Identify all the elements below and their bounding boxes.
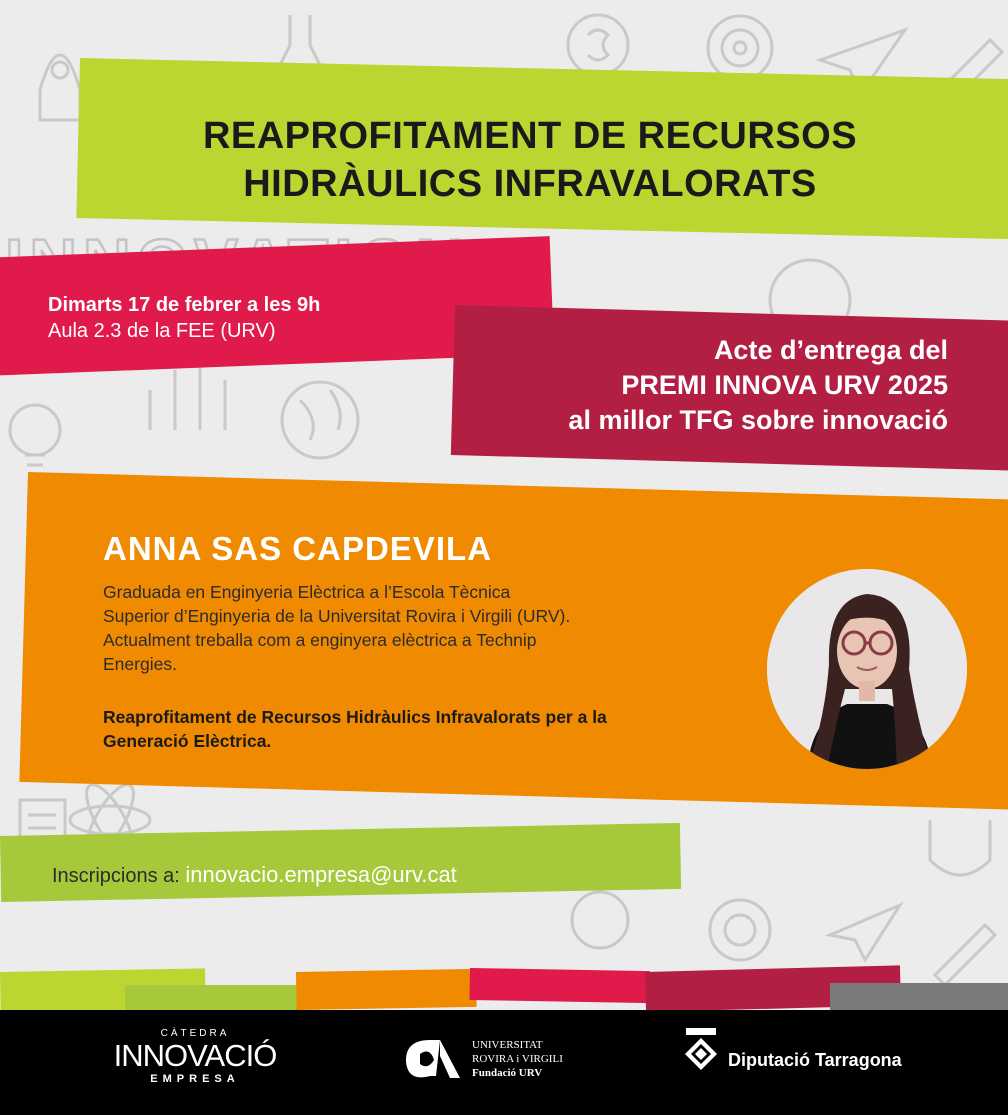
urv-logo-text (472, 1038, 563, 1080)
event-date: Dimarts 17 de febrer a les 9h (48, 294, 321, 316)
urv-logo-mark (400, 1032, 462, 1089)
catedra-logo-main: INNOVACIÓ (113, 1038, 277, 1073)
magnet-icon (930, 820, 990, 875)
award-line-1: Acte d’entrega del (713, 335, 948, 365)
speaker-bio-line: Actualment treballa com a enginyera elèctrica a Technip (103, 630, 537, 650)
stripe-pink (469, 968, 650, 1003)
award-line-2: PREMI INNOVA URV 2025 (621, 370, 948, 400)
catedra-innovacio-logo (100, 1028, 290, 1085)
stripe-green (125, 985, 305, 1013)
lightbulb-icon (10, 405, 60, 465)
urv-line-2: ROVIRA i VIRGILI (472, 1053, 563, 1065)
thesis-title-line: Reaprofitament de Recursos Hidràulics Infravalorats per a la (103, 707, 607, 727)
speaker-name: ANNA SAS CAPDEVILA (103, 530, 492, 567)
speaker-bio-line: Energies. (103, 654, 177, 674)
money-bag-icon (568, 15, 628, 75)
target-icon (710, 900, 770, 960)
stripe-orange (296, 969, 477, 1010)
stripe-grey (830, 983, 1008, 1011)
award-line-3: al millor TFG sobre innovació (568, 405, 948, 435)
speaker-bio (103, 580, 743, 676)
signup-email-link[interactable]: innovacio.empresa@urv.cat (185, 862, 457, 887)
page-title (150, 112, 910, 208)
speaker-bio-line: Graduada en Enginyeria Elèctrica a l’Escola Tècnica (103, 582, 511, 602)
signup-label: Inscripcions a: (52, 865, 180, 887)
catedra-logo-bottom: EMPRESA (150, 1073, 240, 1085)
paper-plane-icon (830, 905, 900, 960)
diputacio-emblem-icon (683, 1028, 719, 1079)
award-announcement (470, 333, 948, 438)
catedra-logo-top: CÀTEDRA (160, 1028, 230, 1039)
rocket-icon (40, 55, 80, 120)
thesis-title (103, 705, 743, 753)
urv-line-1: UNIVERSITAT (472, 1039, 543, 1051)
globe-icon (282, 382, 358, 458)
title-line-2: HIDRÀULICS INFRAVALORATS (243, 163, 817, 205)
signup-info (52, 862, 457, 888)
pencil-icon (935, 925, 995, 985)
speaker-bio-line: Superior d’Enginyeria de la Universitat Rovira i Virgili (URV). (103, 606, 571, 626)
diputacio-logo-text: Diputació Tarragona (728, 1050, 902, 1070)
footer (0, 1010, 1008, 1115)
speaker-photo (767, 569, 967, 769)
urv-line-3: Fundació URV (472, 1067, 543, 1079)
event-location: Aula 2.3 de la FEE (URV) (48, 320, 276, 342)
thesis-title-line: Generació Elèctrica. (103, 731, 272, 751)
money-bag-icon (572, 892, 628, 948)
title-line-1: REAPROFITAMENT DE RECURSOS (202, 115, 858, 157)
target-icon (708, 16, 772, 80)
event-details (48, 292, 320, 344)
